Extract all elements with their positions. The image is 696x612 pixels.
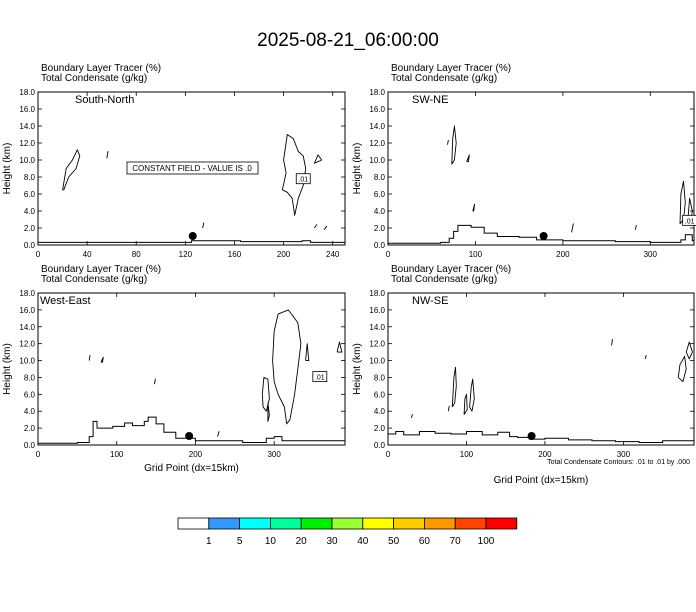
overlay-label: Total Condensate (g/kg) [391,274,498,285]
colorbar-label: 70 [449,536,461,547]
field-label: Boundary Layer Tracer (%) [41,63,162,74]
x-tick-label: 0 [385,450,391,459]
colorbar-label: 100 [477,536,495,547]
colorbar-swatch [363,518,394,529]
x-tick-label: 100 [468,250,483,259]
y-tick-label: 2.0 [373,424,385,434]
overlay-label: Total Condensate (g/kg) [391,73,498,84]
y-tick-label: 6.0 [373,390,385,400]
y-tick-label: 8.0 [23,173,35,182]
boundary-layer-line [38,417,345,443]
y-tick-label: 12.0 [369,139,385,148]
y-tick-label: 0.0 [373,441,385,450]
x-axis-title: Grid Point (dx=15km) [493,475,589,486]
x-tick-label: 240 [326,250,340,259]
x-tick-label: 300 [643,250,657,259]
condensate-contour [63,150,80,190]
location-marker [185,432,193,440]
condensate-contour [612,339,613,345]
condensate-contour [452,367,456,407]
colorbar-label: 60 [418,536,430,547]
y-tick-label: 16.0 [19,105,35,114]
condensate-contour [452,126,456,164]
y-tick-label: 8.0 [373,373,385,383]
constant-field-note [127,162,258,174]
x-axis-title: Grid Point (dx=15km) [144,463,239,474]
y-tick-label: 4.0 [373,207,385,216]
y-axis-title: Height (km) [352,142,363,195]
y-tick-label: 10.0 [19,156,35,165]
condensate-contour [89,356,90,361]
x-tick-label: 120 [178,250,193,259]
condensate-contour [448,140,449,144]
condensate-contour [107,152,108,159]
panel-south-north [2,63,345,259]
y-tick-label: 18.0 [19,88,35,97]
location-marker [189,232,197,240]
x-tick-label: 160 [227,250,242,259]
x-tick-label: 200 [538,450,552,459]
y-tick-label: 0.0 [23,241,35,250]
x-tick-label: 40 [82,250,92,259]
field-label: Boundary Layer Tracer (%) [391,264,512,275]
y-tick-label: 12.0 [19,339,35,349]
y-tick-label: 10.0 [19,356,35,366]
y-tick-label: 14.0 [19,322,35,332]
panel-title: NW-SE [412,295,449,307]
y-tick-label: 14.0 [369,122,385,131]
condensate-contour [101,357,103,362]
y-tick-label: 0.0 [23,441,35,450]
x-tick-label: 0 [385,250,391,259]
panel-west-east [2,264,345,474]
condensate-contour [645,356,646,359]
y-tick-label: 18.0 [19,289,35,298]
y-tick-label: 16.0 [369,305,385,315]
field-label: Boundary Layer Tracer (%) [391,63,512,74]
x-tick-label: 0 [35,450,41,459]
colorbar-swatch [424,518,455,529]
condensate-contour [448,406,449,411]
y-tick-label: 4.0 [23,407,35,417]
y-tick-label: 2.0 [23,424,35,434]
y-tick-label: 6.0 [23,390,35,400]
colorbar-label: 20 [295,536,307,547]
colorbar-swatch [486,518,517,529]
y-tick-label: 16.0 [19,305,35,315]
condensate-contour [412,415,413,418]
colorbar-label: 30 [326,536,338,547]
condensate-contour [635,225,636,229]
condensate-contour [467,155,470,162]
y-tick-label: 4.0 [373,407,385,417]
colorbar-label: 5 [236,536,243,547]
condensate-contour [268,403,270,422]
y-tick-label: 8.0 [23,373,35,383]
plot-frame [388,293,694,445]
condensate-contour [464,394,467,414]
y-axis-title: Height (km) [2,343,13,395]
colorbar-swatch [178,518,209,529]
plot-frame [388,92,694,245]
condensate-contour [155,379,156,384]
y-tick-label: 18.0 [369,289,385,298]
y-tick-label: 4.0 [23,207,35,216]
y-tick-label: 8.0 [373,173,385,182]
colorbar-label: 50 [388,536,400,547]
condensate-contour [473,204,475,211]
y-tick-label: 18.0 [369,88,385,97]
colorbar-label: 10 [264,536,276,547]
y-tick-label: 6.0 [23,190,35,199]
y-tick-label: 2.0 [23,224,35,233]
colorbar-swatch [209,518,240,529]
colorbar-swatch [270,518,301,529]
colorbar-swatch [301,518,332,529]
figure-title: 2025-08-21_06:00:00 [257,30,439,51]
field-label: Boundary Layer Tracer (%) [41,264,162,275]
condensate-contour [314,225,317,228]
y-axis-title: Height (km) [352,343,363,395]
panel-title: SW-NE [412,94,449,106]
constant-field-text: CONSTANT FIELD - VALUE IS .0 [132,164,252,173]
x-tick-label: 200 [188,450,203,459]
x-tick-label: 0 [35,250,41,259]
overlay-label: Total Condensate (g/kg) [41,73,148,84]
colorbar-swatch [394,518,425,529]
y-tick-label: 14.0 [19,122,35,131]
contour-label: .01 [298,176,309,184]
y-axis-title: Height (km) [2,142,13,195]
plot-frame [38,293,345,445]
location-marker [528,432,536,440]
y-tick-label: 14.0 [369,322,385,332]
colorbar-label: 40 [357,536,369,547]
y-tick-label: 6.0 [373,190,385,199]
x-tick-label: 80 [131,250,141,259]
colorbar-swatch [332,518,363,529]
y-tick-label: 12.0 [19,139,35,148]
panel-title: West-East [40,295,91,307]
condensate-contour [203,223,204,228]
condensate-contour [686,342,692,359]
colorbar-label: 1 [206,536,212,547]
contour-label: .01 [684,218,695,226]
x-tick-label: 200 [556,250,570,259]
panel-sw-ne [352,63,696,259]
panel-nw-se [352,264,694,486]
x-tick-label: 100 [459,450,474,459]
condensate-contour [218,432,220,437]
x-tick-label: 200 [276,250,291,259]
boundary-layer-line [388,432,694,443]
x-tick-label: 300 [616,450,631,459]
overlay-label: Total Condensate (g/kg) [41,274,148,285]
y-tick-label: 10.0 [369,156,385,165]
condensate-contour [306,344,309,361]
y-tick-label: 0.0 [373,241,385,250]
y-tick-label: 2.0 [373,224,385,233]
x-tick-label: 100 [110,450,124,459]
condensate-contour [324,226,327,229]
condensate-contour [273,310,301,424]
condensate-contour [314,155,321,164]
y-tick-label: 10.0 [369,356,385,366]
condensate-contour [470,379,475,411]
y-tick-label: 12.0 [369,339,385,349]
y-tick-label: 16.0 [369,105,385,114]
location-marker [540,232,548,240]
colorbar-swatch [455,518,486,529]
colorbar [178,518,517,547]
colorbar-swatch [240,518,271,529]
panel-title: South-North [75,94,135,106]
condensate-contour [572,224,574,233]
boundary-layer-line [38,241,345,244]
contour-label: .01 [314,374,325,382]
condensate-contour [678,356,686,381]
x-tick-label: 300 [267,450,281,459]
contour-note: Total Condensate Contours: .01 to .01 by .000 [547,459,690,466]
